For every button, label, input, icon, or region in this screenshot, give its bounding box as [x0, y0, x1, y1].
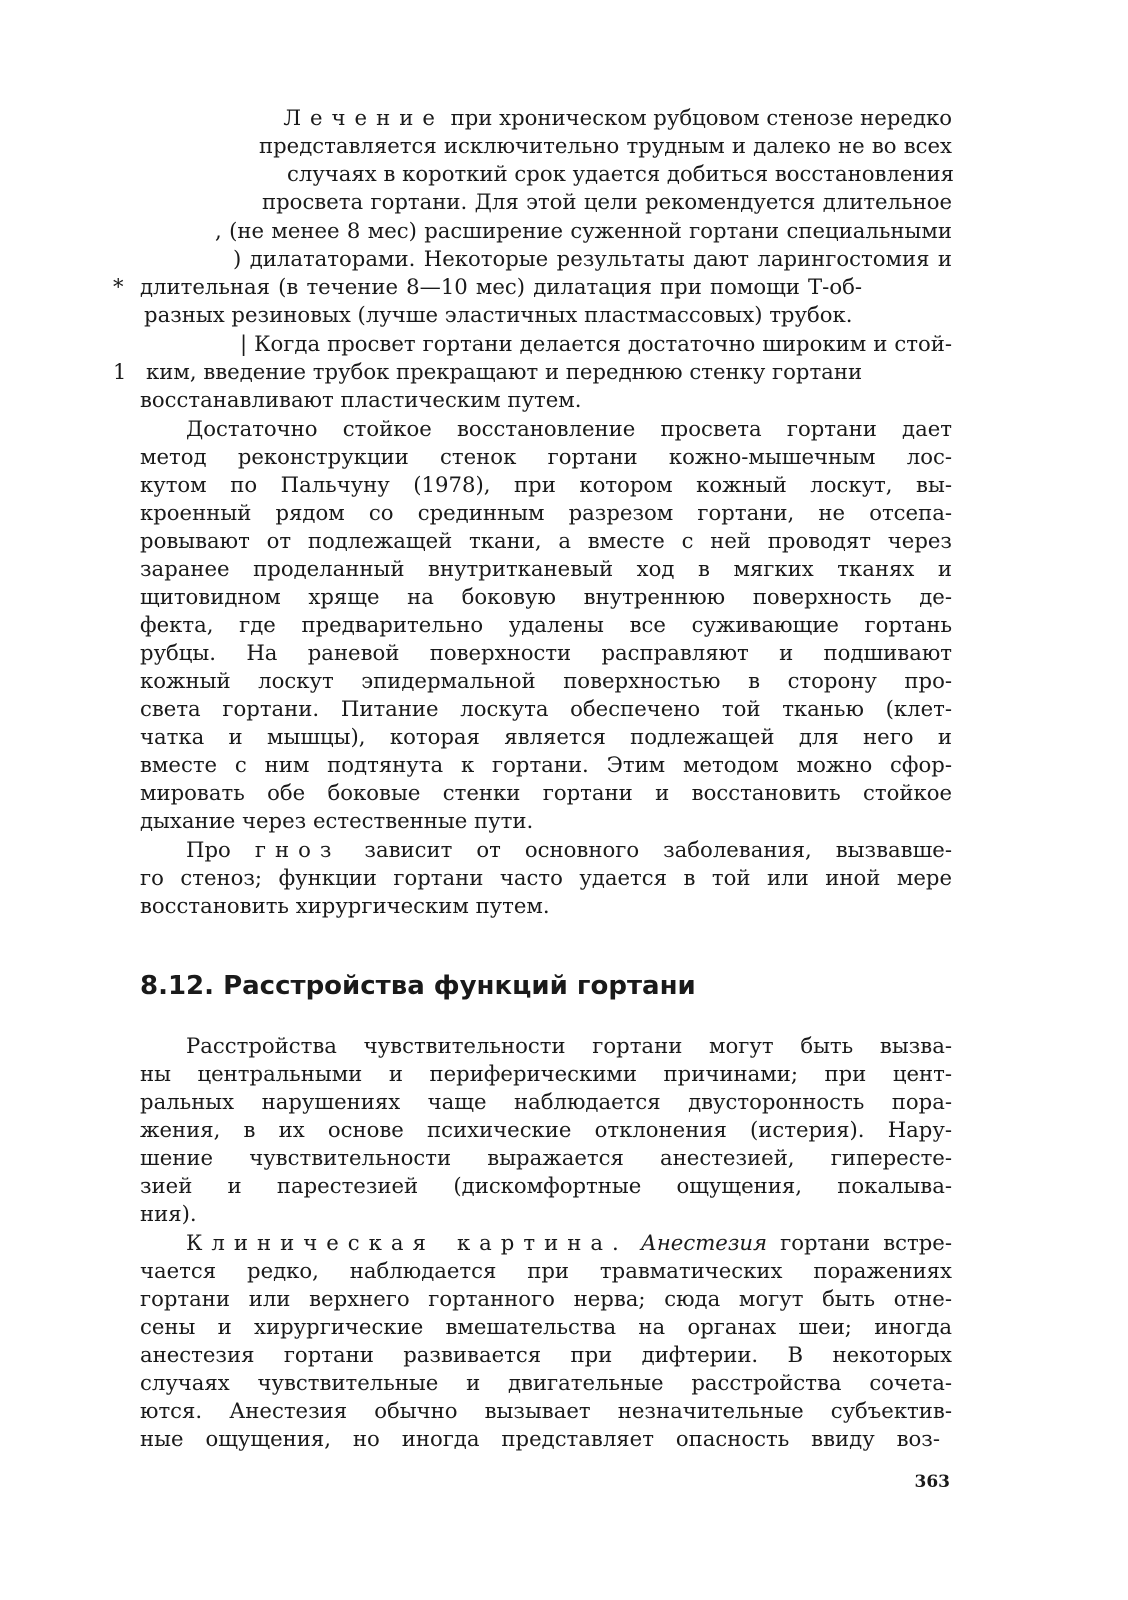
text-line: го стеноз; функции гортани часто удается в той или иной мере [140, 865, 952, 890]
text-line: вместе с ним подтянута к гортани. Этим методом можно сфор- [140, 752, 952, 777]
spaced-term: гноз [254, 837, 341, 862]
text-line: восстановить хирургическим путем. [140, 893, 550, 918]
text-line: ются. Анестезия обычно вызывает незначительные субъектив- [140, 1398, 952, 1423]
text-line: Про гноз зависит от основного заболевания, вызвавше- [186, 837, 952, 862]
text-line: сены и хирургические вмешательства на органах шеи; иногда [140, 1314, 952, 1339]
text-line: кутом по Пальчуну (1978), при котором кожный лоскут, вы- [140, 472, 952, 497]
text-line: Расстройства чувствительности гортани могут быть вызва- [186, 1033, 952, 1058]
text-line: метод реконструкции стенок гортани кожно-мышечным лос- [140, 444, 952, 469]
text-line: ким, введение трубок прекращают и переднюю стенку гортани [146, 359, 863, 384]
text-line: ровывают от подлежащей ткани, а вместе с ней проводят через [140, 528, 952, 553]
text-line: чается редко, наблюдается при травматических поражениях [140, 1258, 952, 1283]
text-line: | Когда просвет гортани делается достаточно широким и стой- [240, 331, 952, 356]
text-line: мировать обе боковые стенки гортани и восстановить стойкое [140, 780, 952, 805]
margin-asterisk: * [113, 275, 124, 299]
text-line: ния). [140, 1201, 197, 1226]
text-line: шение чувствительности выражается анестезией, гипересте- [140, 1145, 952, 1170]
text-line: рубцы. На раневой поверхности расправляют и подшивают [140, 640, 952, 665]
italic-term: Анестезия [640, 1230, 768, 1255]
text-line: гортани или верхнего гортанного нерва; сюда могут быть отне- [140, 1286, 952, 1311]
text-line: ) дилататорами. Некоторые результаты дают ларингостомия и [233, 246, 952, 271]
text-line: дыхание через естественные пути. [140, 808, 534, 833]
text-line: Лечение при хроническом рубцовом стенозе нередко [283, 105, 952, 130]
text-line: восстанавливают пластическим путем. [140, 387, 582, 412]
text-line: случаях чувствительные и двигательные расстройства сочета- [140, 1370, 952, 1395]
text-line: , (не менее 8 мес) расширение суженной гортани специальными [215, 218, 952, 243]
text-line: кроенный рядом со срединным разрезом гортани, не отсепа- [140, 500, 952, 525]
page-number: 363 [914, 1472, 950, 1492]
spaced-term: Лечение [283, 105, 444, 130]
text-line: анестезия гортани развивается при дифтерии. В некоторых [140, 1342, 952, 1367]
text-line: ральных нарушениях чаще наблюдается двусторонность пора- [140, 1089, 952, 1114]
text-line: фекта, где предварительно удалены все суживающие гортань [140, 612, 952, 637]
text-line: Клиническая картина. Анестезия гортани встре- [186, 1230, 952, 1255]
text-line: Достаточно стойкое восстановление просвета гортани дает [186, 416, 952, 441]
text-line: кожный лоскут эпидермальной поверхностью в сторону про- [140, 668, 952, 693]
text-line: ные ощущения, но иногда представляет опасность ввиду воз- [140, 1426, 940, 1451]
text-line: случаях в короткий срок удается добиться восстановления [287, 161, 955, 186]
text-line: длительная (в течение 8—10 мес) дилатация при помощи Т-об- [140, 274, 862, 299]
margin-number: 1 [113, 360, 127, 384]
text-line: просвета гортани. Для этой цели рекомендуется длительное [262, 189, 952, 214]
text-line: заранее проделанный внутритканевый ход в мягких тканях и [140, 556, 952, 581]
text-line: представляется исключительно трудным и далеко не во всех [259, 133, 952, 158]
text-line: зией и парестезией (дискомфортные ощущения, покалыва- [140, 1173, 952, 1198]
section-heading: 8.12. Расстройства функций гортани [140, 971, 696, 1001]
text-line: ны центральными и периферическими причинами; при цент- [140, 1061, 952, 1086]
text-line: щитовидном хряще на боковую внутреннюю поверхность де- [140, 584, 952, 609]
text-line: света гортани. Питание лоскута обеспечено той тканью (клет- [140, 696, 952, 721]
spaced-term: Клиническая картина. [186, 1230, 628, 1255]
text-line: чатка и мышцы), которая является подлежащей для него и [140, 724, 952, 749]
text-line: жения, в их основе психические отклонения (истерия). Нару- [140, 1117, 952, 1142]
text-line: разных резиновых (лучше эластичных пластмассовых) трубок. [144, 302, 853, 327]
